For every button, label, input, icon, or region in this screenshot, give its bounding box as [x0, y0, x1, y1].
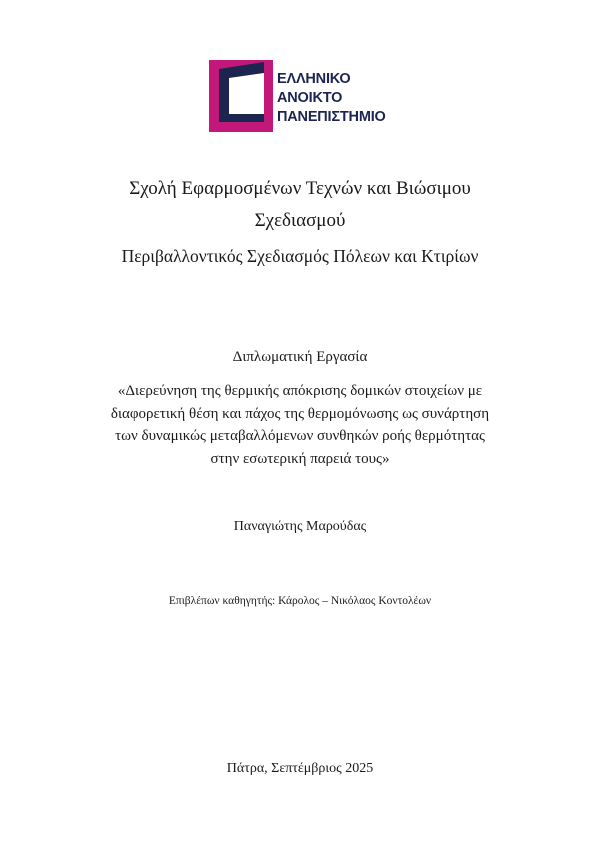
logo-wordmark	[277, 70, 386, 127]
school-name-line-2: Σχεδιασμού	[254, 210, 346, 231]
logo-line-2: ΑΝΟΙΚΤΟ	[277, 90, 343, 106]
thesis-title-line: «Διερεύνηση της θερμικής απόκρισης δομικών στοιχείων με	[117, 383, 483, 399]
logo-line-1: ΕΛΛΗΝΙΚΟ	[277, 71, 351, 87]
supervisor: Επιβλέπων καθηγητής: Κάρολος – Νικόλαος Κοντολέων	[168, 595, 432, 607]
school-name-line-1: Σχολή Εφαρμοσμένων Τεχνών και Βιώσιμου	[129, 178, 471, 199]
date-place: Πάτρα, Σεπτέμβριος 2025	[226, 761, 374, 776]
university-logo	[209, 60, 399, 132]
logo-emblem-icon	[209, 60, 273, 132]
thesis-title-line: των δυναμικώς μεταβαλλόμενων συνθηκών ροής θερμότητας	[115, 428, 485, 444]
thesis-title-line: στην εσωτερική παρειά τους»	[210, 450, 390, 467]
document-type: Διπλωματική Εργασία	[232, 349, 368, 365]
author-name: Παναγιώτης Μαρούδας	[233, 519, 367, 534]
thesis-title-line: διαφορετική θέση και πάχος της θερμομόνωσης ως συνάρτηση	[110, 405, 490, 422]
thesis-title	[0, 380, 600, 470]
program-name: Περιβαλλοντικός Σχεδιασμός Πόλεων και Κτιρίων	[121, 246, 479, 266]
logo-line-3: ΠΑΝΕΠΙΣΤΗΜΙΟ	[277, 109, 386, 125]
school-name	[0, 173, 600, 237]
